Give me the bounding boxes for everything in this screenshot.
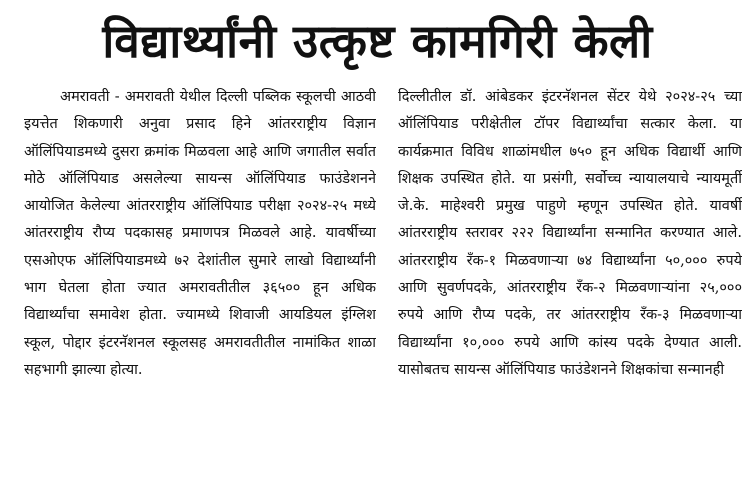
article-paragraph: दिल्लीतील डॉ. आंबेडकर इंटरनॅशनल सेंटर येथे २०२४-२५ च्या ऑलिंपियाड परीक्षेतील टॉपर विद्यार्थ्यांचा सत्कार केला. या कार्यक्रमात विविध शाळांमधील ७५० हून अधिक विद्यार्थी आणि शिक्षक उपस्थित होते. या प्रसंगी, सर्वोच्च न्यायालयाचे न्यायमूर्ती जे.के. माहेश्वरी प्रमुख पाहुणे म्हणून उपस्थित होते. यावर्षी आंतरराष्ट्रीय स्तरावर २२२ विद्यार्थ्यांना सन्मानित करण्यात आले. आंतरराष्ट्रीय रँक-१ मिळवणाऱ्या ७४ विद्यार्थ्यांना ५०,००० रुपये आणि सुवर्णपदके, आंतरराष्ट्रीय रँक-२ मिळवणाऱ्यांना २५,००० रुपये आणि रौप्य पदके, तर आंतरराष्ट्रीय रँक-३ मिळवणाऱ्या विद्यार्थ्यांना १०,००० रुपये आणि कांस्य पदके देण्यात आली. यासोबतच सायन्स ऑलिंपियाड फाउंडेशनने शिक्षकांचा सन्मानही: [398, 89, 742, 378]
article-paragraph: अमरावती - अमरावती येथील दिल्ली पब्लिक स्कूलची आठवी इयत्तेत शिकणारी अनुवा प्रसाद हिने आंतरराष्ट्रीय विज्ञान ऑलिंपियाडमध्ये दुसरा क्रमांक मिळवला आहे आणि जगातील सर्वात मोठे ऑलिंपियाड असलेल्या सायन्स ऑलिंपियाड फाउंडेशनने आयोजित केलेल्या आंतरराष्ट्रीय ऑलिंपियाड परीक्षा २०२४-२५ मध्ये आंतरराष्ट्रीय रौप्य पदकासह प्रमाणपत्र मिळवले आहे. यावर्षीच्या एसओएफ ऑलिंपियाडमध्ये ७२ देशांतील सुमारे लाखो विद्यार्थ्यांनी भाग घेतला होता ज्यात अमरावतीतील ३६५०० हून अधिक विद्यार्थ्यांचा समावेश होता. ज्यामध्ये शिवाजी आयडियल इंग्लिश स्कूल, पोद्दार इंटरनॅशनल स्कूलसह अमरावतीतील नामांकित शाळा सहभागी झाल्या होत्या.: [24, 89, 376, 378]
article-headline: विद्यार्थ्यांनी उत्कृष्ट कामगिरी केली: [102, 14, 653, 68]
column-divider: [386, 88, 387, 496]
article-column-left: [24, 84, 376, 500]
article-column-right: [398, 84, 742, 500]
